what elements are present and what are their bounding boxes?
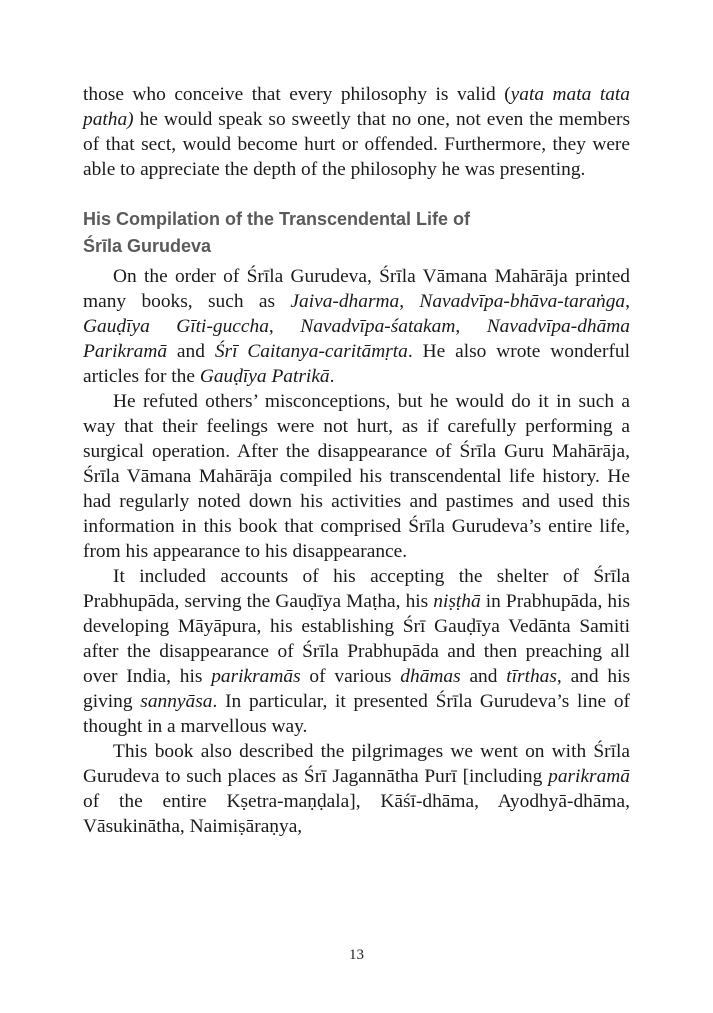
p1-text-8: . (329, 366, 335, 387)
p1-italic-1: Jaiva-dharma (290, 291, 400, 312)
p3-text-5: , and his giving (83, 666, 631, 712)
paragraph-1 (83, 264, 630, 389)
p3-text-3: of various (300, 666, 401, 687)
page-number: 13 (349, 947, 364, 963)
intro-italic-1: yata mata tata patha) (83, 84, 630, 130)
intro-text-1: those who conceive that every philosophy is valid ( (83, 84, 511, 105)
p3-italic-1: niṣṭhā (433, 591, 481, 612)
section-heading-line-1: His Compilation of the Transcendental Life of (83, 209, 471, 229)
p3-text-2: in Prabhupāda, his developing Māyāpura, his establishing Śrī Gauḍīya Vedānta Samiti after the disappearance of Śrīla Prabhupāda and then preaching all over India, his (83, 591, 631, 687)
p3-text-4: and (460, 666, 507, 687)
p4-text-1: This book also described the pilgrimages we went on with Śrīla Gurudeva to such places as Śrī Jagannātha Purī [including (83, 741, 630, 787)
p1-text-2: , (399, 291, 420, 312)
intro-text-2: he would speak so sweetly that no one, not even the members of that sect, would become hurt or offended. Furthermore, they were able to appreciate the depth of the philosophy he was presenting. (83, 109, 630, 180)
page-body (83, 82, 630, 839)
p1-italic-5: Navadvīpa-dhāma Parikramā (83, 316, 630, 362)
section-heading-line-2: Śrīla Gurudeva (83, 236, 212, 256)
p1-text-7: . He also wrote wonderful articles for the (83, 341, 630, 387)
p1-italic-2: Navadvīpa-bhāva-taraṅga (419, 291, 626, 312)
p3-italic-3: dhāmas (400, 666, 461, 687)
p3-italic-4: tīrthas (506, 666, 557, 687)
p1-italic-4: Navadvīpa-śatakam (300, 316, 456, 337)
p1-text-3: , (625, 291, 630, 312)
intro-paragraph (83, 82, 630, 182)
p1-text-1: On the order of Śrīla Gurudeva, Śrīla Vāmana Mahārāja printed many books, such as (83, 266, 630, 312)
paragraph-2: He refuted others’ misconceptions, but he would do it in such a way that their feelings were not hurt, as if carefully performing a surgical operation. After the disappearance of Śrīla Guru Mahārāja, Śrīla Vāmana Mahārāja compiled his transcendental life history. He had regularly noted down his activities and pastimes and used this information in this book that comprised Śrīla Gurudeva’s entire life, from his appearance to his disappearance. (83, 391, 630, 562)
p1-text-5: , (455, 316, 487, 337)
p3-italic-2: parikramās (211, 666, 301, 687)
p1-text-4: , (268, 316, 301, 337)
p3-text-1: It included accounts of his accepting the shelter of Śrīla Prabhupāda, serving the Gauḍīya Maṭha, his (83, 566, 630, 612)
p1-italic-6: Śrī Caitanya-caritāmṛta (214, 341, 408, 362)
p3-text-6: . In particular, it presented Śrīla Gurudeva’s line of thought in a marvellous way. (83, 691, 631, 737)
section-heading (83, 206, 630, 260)
paragraph-4 (83, 739, 630, 839)
paragraph-3 (83, 564, 630, 739)
p4-text-2: of the entire Kṣetra-maṇḍala], Kāśī-dhāma, Ayodhyā-dhāma, Vāsukinātha, Naimiṣāraṇya, (83, 791, 630, 837)
p4-italic-1: parikramā (548, 766, 630, 787)
p1-italic-7: Gauḍīya Patrikā (199, 366, 330, 387)
p3-italic-5: sannyāsa (140, 691, 213, 712)
p1-text-6: and (167, 341, 215, 362)
p1-italic-3: Gauḍīya Gīti-guccha (83, 316, 269, 337)
